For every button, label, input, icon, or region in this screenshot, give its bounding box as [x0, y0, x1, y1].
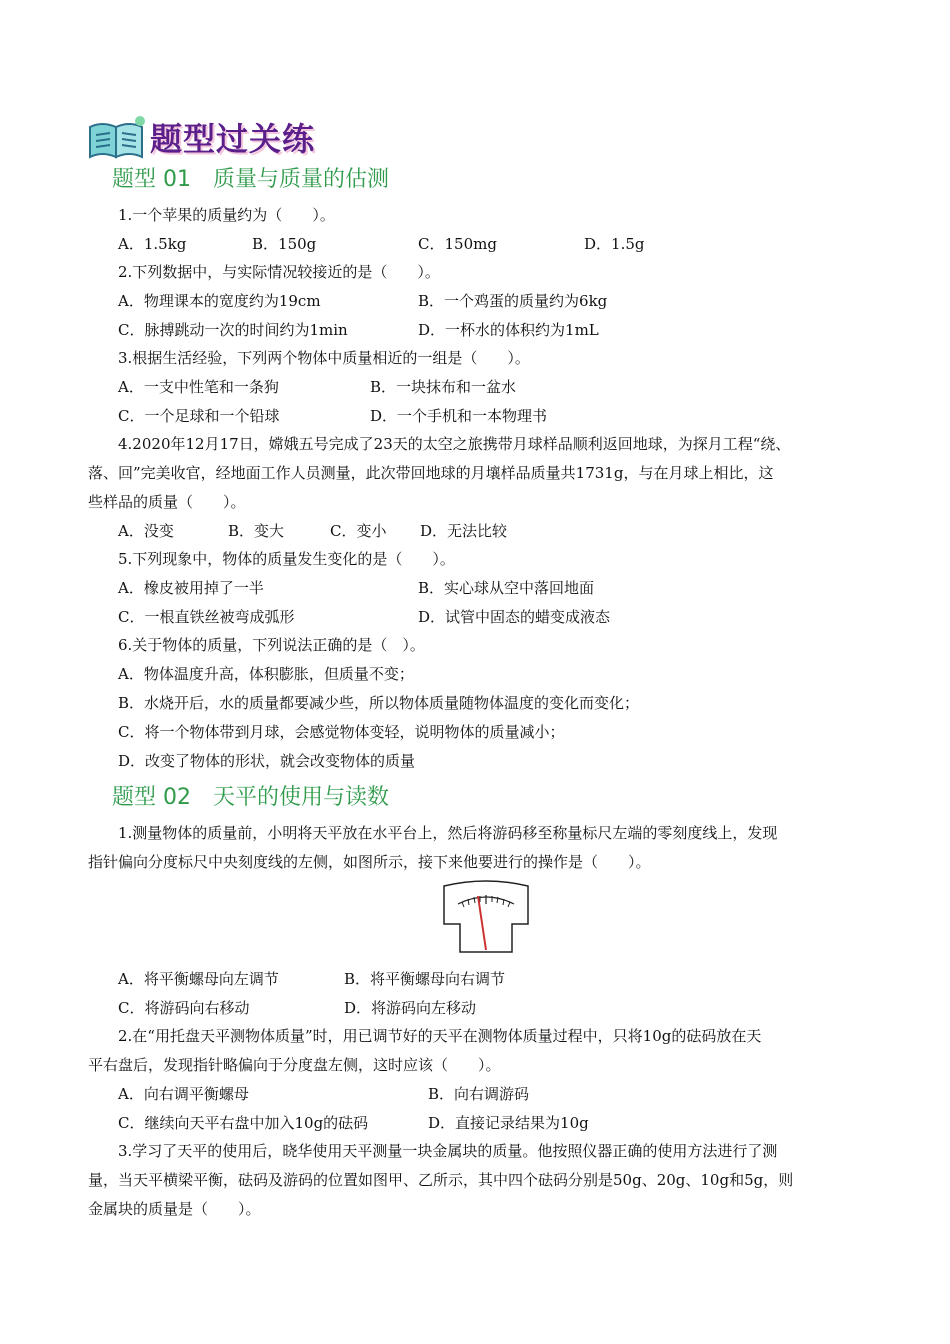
balance-scale-dial-figure — [440, 880, 532, 960]
question-2-3-stem-line1: 3.学习了天平的使用后，晓华使用天平测量一块金属块的质量。他按照仪器正确的使用方法进行了测 — [118, 1142, 778, 1160]
banner-title: 题型过关练 — [150, 120, 316, 158]
option-2-1-c: C．将游码向右移动 — [118, 999, 250, 1017]
option-1-1-d: D．1.5g — [584, 235, 645, 253]
option-1-1-a: A．1.5kg — [118, 235, 187, 253]
question-2-2-stem-line2: 平右盘后，发现指针略偏向于分度盘左侧，这时应该（ ）。 — [88, 1056, 501, 1074]
option-1-5-a: A．橡皮被用掉了一半 — [118, 579, 264, 597]
question-2-3-stem-line3: 金属块的质量是（ ）。 — [88, 1200, 261, 1218]
question-2-3-stem-line2: 量，当天平横梁平衡，砝码及游码的位置如图甲、乙所示，其中四个砝码分别是50g、20g、10g和5g，则 — [88, 1171, 794, 1189]
section-title-01: 题型 01 质量与质量的估测 — [112, 167, 389, 192]
option-1-2-d: D．一杯水的体积约为1mL — [418, 321, 599, 339]
question-1-6-stem: 6.关于物体的质量，下列说法正确的是（ ）。 — [118, 636, 425, 654]
option-2-1-b: B．将平衡螺母向右调节 — [344, 970, 506, 988]
question-1-4-stem-line1: 4.2020年12月17日，嫦娥五号完成了23天的太空之旅携带月球样品顺利返回地球，为探月工程“绕、 — [118, 435, 791, 453]
option-1-4-a: A．没变 — [118, 522, 174, 540]
option-2-2-b: B．向右调游码 — [428, 1085, 530, 1103]
question-1-3-stem: 3.根据生活经验，下列两个物体中质量相近的一组是（ ）。 — [118, 349, 530, 367]
option-1-2-a: A．物理课本的宽度约为19cm — [118, 292, 321, 310]
option-2-1-d: D．将游码向左移动 — [344, 999, 477, 1017]
section-title-02: 题型 02 天平的使用与读数 — [112, 785, 389, 810]
option-1-4-b: B．变大 — [228, 522, 285, 540]
option-2-2-a: A．向右调平衡螺母 — [118, 1085, 249, 1103]
option-1-3-c: C．一个足球和一个铅球 — [118, 407, 280, 425]
option-1-1-b: B．150g — [252, 235, 317, 253]
option-1-3-d: D．一个手机和一本物理书 — [370, 407, 548, 425]
option-2-2-d: D．直接记录结果为10g — [428, 1114, 589, 1132]
option-1-2-b: B．一个鸡蛋的质量约为6kg — [418, 292, 608, 310]
option-1-6-c: C．将一个物体带到月球，会感觉物体变轻，说明物体的质量减小； — [118, 723, 565, 741]
option-1-3-a: A．一支中性笔和一条狗 — [118, 378, 279, 396]
question-1-4-stem-line2: 落、回”完美收官，经地面工作人员测量，此次带回地球的月壤样品质量共1731g，与在月球上相比，这 — [88, 464, 774, 482]
book-icon — [86, 113, 146, 161]
question-1-1-stem: 1.一个苹果的质量约为（ ）。 — [118, 206, 335, 224]
option-1-6-b: B．水烧开后，水的质量都要减少些，所以物体质量随物体温度的变化而变化； — [118, 694, 640, 712]
option-1-6-a: A．物体温度升高，体积膨胀，但质量不变； — [118, 665, 414, 683]
option-1-5-b: B．实心球从空中落回地面 — [418, 579, 595, 597]
question-1-5-stem: 5.下列现象中，物体的质量发生变化的是（ ）。 — [118, 550, 455, 568]
question-2-2-stem-line1: 2.在“用托盘天平测物体质量”时，用已调节好的天平在测物体质量过程中，只将10g的砝码放在天 — [118, 1027, 762, 1045]
option-2-2-c: C．继续向天平右盘中加入10g的砝码 — [118, 1114, 369, 1132]
question-1-2-stem: 2.下列数据中，与实际情况较接近的是（ ）。 — [118, 263, 440, 281]
option-1-3-b: B．一块抹布和一盆水 — [370, 378, 517, 396]
question-2-1-stem-line2: 指针偏向分度标尺中央刻度线的左侧，如图所示，接下来他要进行的操作是（ ）。 — [88, 853, 651, 871]
option-2-1-a: A．将平衡螺母向左调节 — [118, 970, 279, 988]
question-2-1-stem-line1: 1.测量物体的质量前，小明将天平放在水平台上，然后将游码移至称量标尺左端的零刻度线上，发现 — [118, 824, 778, 842]
option-1-1-c: C．150mg — [418, 235, 497, 253]
section-banner — [86, 112, 315, 162]
option-1-4-d: D．无法比较 — [420, 522, 508, 540]
option-1-4-c: C．变小 — [330, 522, 387, 540]
option-1-2-c: C．脉搏跳动一次的时间约为1min — [118, 321, 348, 339]
option-1-5-c: C．一根直铁丝被弯成弧形 — [118, 608, 295, 626]
option-1-5-d: D．试管中固态的蜡变成液态 — [418, 608, 611, 626]
question-1-4-stem-line3: 些样品的质量（ ）。 — [88, 493, 246, 511]
option-1-6-d: D．改变了物体的形状，就会改变物体的质量 — [118, 752, 416, 770]
